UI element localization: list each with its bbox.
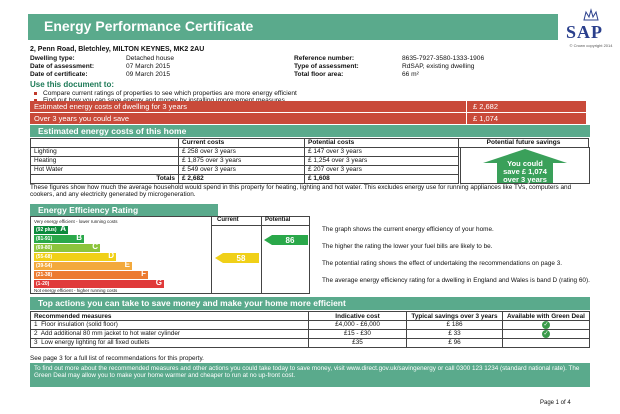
band-range: (55-68) — [36, 254, 53, 260]
band-letter: G — [155, 278, 162, 287]
property-address: 2, Penn Road, Bletchley, MILTON KEYNES, MK2 2AU — [30, 46, 205, 53]
info-value: 66 m² — [402, 71, 419, 78]
potential-column-header: Potential — [265, 217, 291, 223]
green-deal-check-icon: ✓ — [543, 331, 549, 337]
top-note: Very energy efficient - lower running costs — [34, 219, 118, 224]
estimated-costs-value: £ 2,682 — [466, 101, 586, 112]
info-value: 09 March 2015 — [126, 71, 170, 78]
measure-savings: £ 186 — [407, 321, 503, 330]
measure-number: 1 — [34, 321, 38, 329]
green-deal-check-icon: ✓ — [543, 322, 549, 328]
savings-arrow-box — [460, 147, 590, 184]
band-d — [34, 253, 116, 261]
band-a — [34, 226, 68, 234]
info-key: Type of assessment: — [294, 63, 359, 70]
column-header: Typical savings over 3 years — [407, 312, 503, 321]
info-value: 8635-7927-3580-1333-1906 — [402, 55, 485, 62]
measure-savings: £ 96 — [407, 339, 503, 348]
column-header: Current costs — [179, 139, 305, 148]
band-letter: B — [76, 233, 82, 242]
actions-table — [30, 311, 590, 348]
measure-number: 2 — [34, 330, 38, 338]
green-deal-cell — [503, 330, 590, 339]
info-row — [30, 55, 590, 63]
list-item — [34, 90, 297, 97]
column-header: Potential future savings — [459, 139, 589, 148]
band-f — [34, 271, 148, 279]
column-header: Potential costs — [305, 139, 459, 148]
actions-heading: Top actions you can take to save money and make your home more efficient — [30, 297, 590, 310]
measure-cost: £4,000 - £6,000 — [309, 321, 407, 330]
current-cost: £ 258 over 3 years — [179, 148, 305, 157]
estimated-costs-label: Estimated energy costs of dwelling for 3 years — [34, 101, 187, 111]
band-letter: E — [124, 260, 130, 269]
savings-value: £ 1,074 — [466, 113, 586, 124]
info-value: RdSAP, existing dwelling — [402, 63, 475, 70]
savings-bar — [30, 113, 586, 124]
bullet-icon — [34, 92, 37, 95]
page-number: Page 1 of 4 — [540, 400, 571, 406]
measure-cost: £15 - £30 — [309, 330, 407, 339]
row-label: Heating — [31, 157, 179, 166]
table-row — [31, 321, 590, 330]
efficiency-chart — [30, 216, 310, 294]
row-label: Lighting — [31, 148, 179, 157]
band-b — [34, 235, 84, 243]
green-deal-cell — [503, 321, 590, 330]
divider — [211, 225, 309, 226]
total-potential: £ 1,608 — [305, 175, 459, 184]
band-e — [34, 262, 132, 270]
band-letter: A — [60, 224, 66, 233]
info-key: Reference number: — [294, 55, 355, 62]
potential-cost: £ 147 over 3 years — [305, 148, 459, 157]
current-column-header: Current — [217, 217, 239, 223]
totals-label: Totals — [31, 175, 179, 184]
column-header: Indicative cost — [309, 312, 407, 321]
savings-label: Over 3 years you could save — [34, 113, 130, 123]
band-letter: D — [108, 251, 114, 260]
footer-info: To find out more about the recommended measures and other actions you could take today to save money, visit www.direct.gov.uk/savingenergy or call 0300 123 1234 (standard national rate). The Green Deal may allow you to make your home warmer and cheaper to run at no up-front cost. — [30, 363, 590, 387]
band-g — [34, 280, 164, 288]
estimated-costs-bar — [30, 101, 586, 112]
bottom-note: Not energy efficient - higher running costs — [34, 288, 118, 293]
table-row — [31, 339, 590, 348]
logo-copyright: © Crown copyright 2014 — [569, 43, 613, 48]
efficiency-text: The average energy efficiency rating for a dwelling in England and Wales is band D (rating 60). — [322, 277, 590, 284]
row-label: Hot Water — [31, 166, 179, 175]
band-range: (81-91) — [36, 236, 53, 242]
certificate-title: Energy Performance Certificate — [28, 14, 558, 40]
measure-savings: £ 33 — [407, 330, 503, 339]
band-range: (92 plus) — [36, 227, 57, 233]
logo-text: SAP — [566, 22, 604, 42]
info-key: Date of assessment: — [30, 63, 95, 70]
total-current: £ 2,682 — [179, 175, 305, 184]
column-header: Available with Green Deal — [503, 312, 590, 321]
savings-arrow-line: over 3 years — [503, 175, 547, 184]
band-letter: C — [92, 242, 98, 251]
savings-arrow-text — [483, 160, 567, 184]
info-key: Date of certificate: — [30, 71, 88, 78]
potential-cost: £ 207 over 3 years — [305, 166, 459, 175]
efficiency-heading: Energy Efficiency Rating — [30, 204, 218, 216]
green-deal-cell — [503, 339, 590, 348]
efficiency-text: The higher the rating the lower your fuel bills are likely to be. — [322, 243, 493, 250]
info-key: Total floor area: — [294, 71, 344, 78]
current-cost: £ 549 over 3 years — [179, 166, 305, 175]
potential-cost: £ 1,254 over 3 years — [305, 157, 459, 166]
sap-logo — [564, 8, 618, 52]
column-header — [31, 139, 179, 148]
band-range: (21-38) — [36, 272, 53, 278]
measure-name: Add additional 80 mm jacket to hot water cylinder — [40, 330, 181, 338]
measure-name: Low energy lighting for all fixed outlets — [41, 339, 150, 347]
current-rating-arrow — [215, 253, 259, 263]
use-document-title: Use this document to: — [30, 80, 115, 89]
measure-number: 3 — [34, 339, 38, 347]
crown-icon — [564, 8, 618, 22]
info-row — [30, 63, 590, 71]
info-row — [30, 71, 590, 79]
measure-name: Floor insulation (solid floor) — [41, 321, 118, 329]
savings-arrow-line: save £ 1,074 — [503, 167, 547, 176]
see-page-note: See page 3 for a full list of recommendations for this property. — [30, 355, 204, 362]
potential-rating-value: 86 — [285, 236, 295, 245]
info-key: Dwelling type: — [30, 55, 75, 62]
column-header: Recommended measures — [31, 312, 309, 321]
costs-heading: Estimated energy costs of this home — [30, 125, 590, 137]
divider — [261, 217, 262, 293]
band-range: (69-80) — [36, 245, 53, 251]
band-range: (39-54) — [36, 263, 53, 269]
band-range: (1-20) — [36, 281, 50, 287]
current-cost: £ 1,875 over 3 years — [179, 157, 305, 166]
potential-rating-arrow — [264, 235, 308, 245]
costs-paragraph: These figures show how much the average household would spend in this property for heating, lighting and hot water. This excludes energy use for running appliances like TVs, computers and cookers, and any electricity generated by microgeneration. — [30, 184, 572, 199]
info-value: 07 March 2015 — [126, 63, 170, 70]
measure-cost: £35 — [309, 339, 407, 348]
info-value: Detached house — [126, 55, 175, 62]
band-c — [34, 244, 100, 252]
list-item-text: Compare current ratings of properties to see which properties are more energy efficient — [43, 90, 297, 97]
property-info — [30, 55, 590, 79]
efficiency-text: The potential rating shows the effect of undertaking the recommendations on page 3. — [322, 260, 563, 267]
savings-arrow-line: You could — [507, 159, 543, 168]
efficiency-text: The graph shows the current energy efficiency of your home. — [322, 226, 494, 233]
current-rating-value: 58 — [236, 254, 246, 263]
table-row — [31, 330, 590, 339]
table-header-row — [31, 312, 590, 321]
divider — [211, 217, 212, 293]
band-letter: F — [141, 269, 146, 278]
